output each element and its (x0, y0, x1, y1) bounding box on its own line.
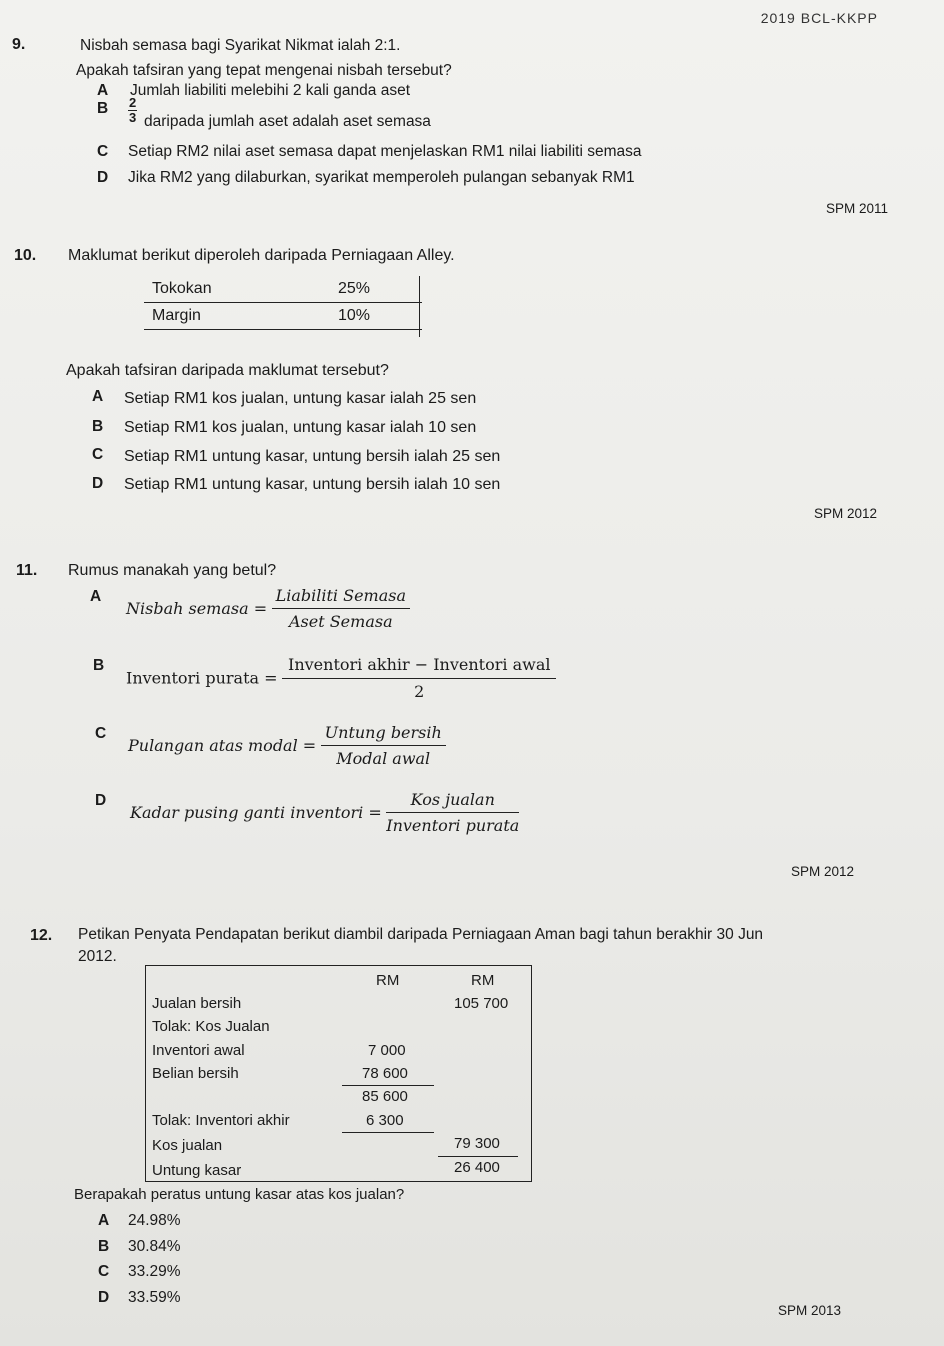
q11-option-c-num: Untung bersih (321, 723, 446, 746)
q10-table-right-border (419, 276, 420, 337)
q12-option-a-letter[interactable]: A (98, 1212, 110, 1229)
q12-row-col1: 85 600 (362, 1088, 408, 1105)
q12-row-label: Tolak: Inventori akhir (152, 1112, 290, 1129)
q9-number: 9. (12, 36, 26, 53)
q12-source: SPM 2013 (778, 1303, 842, 1318)
q12-subtotal-rule (342, 1085, 434, 1086)
q11-stem: Rumus manakah yang betul? (68, 562, 277, 579)
q12-col1-header: RM (376, 972, 400, 989)
q10-option-b-text: Setiap RM1 kos jualan, untung kasar ialah 10 sen (124, 419, 477, 436)
q9-stem-line1: Nisbah semasa bagi Syarikat Nikmat ialah 2:1. (80, 37, 401, 54)
q9-option-c-text: Setiap RM2 nilai aset semasa dapat menjelaskan RM1 nilai liabiliti semasa (128, 143, 642, 160)
q10-question: Apakah tafsiran daripada maklumat tersebut? (66, 362, 389, 379)
q12-col2-header: RM (471, 972, 495, 989)
q11-option-d-formula (130, 790, 519, 835)
q12-row-col2: 26 400 (454, 1159, 500, 1176)
q11-option-b-den: 2 (414, 682, 425, 701)
q11-option-a-letter[interactable]: A (90, 588, 102, 605)
q11-option-a-formula (126, 586, 410, 631)
q9-option-b-letter[interactable]: B (97, 100, 109, 117)
q9-option-c-letter[interactable]: C (97, 143, 109, 160)
q10-row2-value: 10% (330, 303, 422, 330)
q10-info-table (144, 276, 422, 330)
q9-option-b-text: daripada jumlah aset adalah aset semasa (144, 113, 431, 130)
q11-option-c-lhs: Pulangan atas modal = (128, 736, 317, 755)
q12-stem-line1: Petikan Penyata Pendapatan berikut diambil daripada Perniagaan Aman bagi tahun berakhir 30 Jun (78, 926, 764, 943)
q12-row-col2: 105 700 (454, 995, 509, 1012)
q10-stem: Maklumat berikut diperoleh daripada Perniagaan Alley. (68, 247, 455, 264)
q12-option-d-letter[interactable]: D (98, 1289, 110, 1306)
q12-row-label: Kos jualan (152, 1137, 223, 1154)
q11-option-b-lhs: Inventori purata = (126, 668, 278, 688)
q12-number: 12. (30, 927, 53, 944)
q9-stem-line2: Apakah tafsiran yang tepat mengenai nisbah tersebut? (76, 62, 452, 79)
q11-option-d-letter[interactable]: D (95, 792, 107, 809)
q11-option-a-den: Aset Semasa (288, 612, 393, 631)
q11-option-c-den: Modal awal (336, 749, 431, 768)
q12-row-label: Belian bersih (152, 1065, 239, 1082)
q10-option-d-letter[interactable]: D (92, 475, 104, 492)
q12-inventory-rule (342, 1132, 434, 1133)
q12-row-label: Inventori awal (152, 1042, 245, 1059)
q12-option-b-text: 30.84% (128, 1238, 181, 1255)
q11-option-a-num: Liabiliti Semasa (272, 586, 410, 609)
q10-row1-label: Tokokan (144, 276, 330, 303)
q12-row-label: Jualan bersih (152, 995, 242, 1012)
q12-option-d-text: 33.59% (128, 1289, 181, 1306)
q12-income-statement (145, 965, 532, 1182)
q9-option-a-letter[interactable]: A (97, 82, 109, 99)
table-row (144, 276, 422, 303)
q12-option-a-text: 24.98% (128, 1212, 181, 1229)
q10-option-a-letter[interactable]: A (92, 388, 104, 405)
q12-option-b-letter[interactable]: B (98, 1238, 110, 1255)
q9-option-b-fraction (128, 96, 137, 125)
q12-row-col1: 6 300 (366, 1112, 404, 1129)
q11-option-b-num: Inventori akhir − Inventori awal (282, 655, 556, 679)
q12-row-col2: 79 300 (454, 1135, 500, 1152)
q11-option-b-formula (126, 655, 556, 701)
q10-option-d-text: Setiap RM1 untung kasar, untung bersih ialah 10 sen (124, 476, 501, 493)
q12-row-col1: 78 600 (362, 1065, 408, 1082)
q12-row-label: Tolak: Kos Jualan (152, 1018, 270, 1035)
q10-option-b-letter[interactable]: B (92, 418, 104, 435)
q10-option-c-letter[interactable]: C (92, 446, 104, 463)
document-code: 2019 BCL-KKPP (760, 10, 878, 26)
q11-option-c-formula (128, 723, 446, 768)
q12-row-label: Untung kasar (152, 1162, 242, 1179)
q9-source: SPM 2011 (826, 201, 889, 216)
q11-source: SPM 2012 (791, 864, 855, 879)
q11-option-b-letter[interactable]: B (93, 657, 105, 674)
q11-option-d-lhs: Kadar pusing ganti inventori = (130, 803, 382, 822)
q10-source: SPM 2012 (814, 506, 878, 521)
q9-option-d-text: Jika RM2 yang dilaburkan, syarikat memperoleh pulangan sebanyak RM1 (128, 169, 635, 186)
q9-option-d-letter[interactable]: D (97, 169, 109, 186)
q10-row2-label: Margin (144, 303, 330, 330)
q12-option-c-letter[interactable]: C (98, 1263, 110, 1280)
q11-option-c-letter[interactable]: C (95, 725, 107, 742)
q9-option-a-text: Jumlah liabiliti melebihi 2 kali ganda aset (130, 82, 411, 99)
q11-option-d-num: Kos jualan (386, 790, 519, 813)
q12-question: Berapakah peratus untung kasar atas kos jualan? (74, 1186, 405, 1203)
q12-stem-line2: 2012. (78, 948, 117, 965)
q9-option-b-frac-den: 3 (129, 110, 137, 125)
q11-option-d-den: Inventori purata (386, 816, 520, 835)
q11-number: 11. (16, 562, 38, 579)
q9-option-b-frac-num: 2 (129, 95, 137, 110)
q11-option-a-lhs: Nisbah semasa = (126, 599, 268, 618)
q10-option-c-text: Setiap RM1 untung kasar, untung bersih ialah 25 sen (124, 448, 501, 465)
q12-cos-rule (438, 1156, 518, 1157)
q12-option-c-text: 33.29% (128, 1263, 181, 1280)
q10-row1-value: 25% (330, 276, 422, 303)
q12-row-col1: 7 000 (368, 1042, 406, 1059)
q10-number: 10. (14, 247, 37, 264)
table-row (144, 303, 422, 330)
q10-option-a-text: Setiap RM1 kos jualan, untung kasar ialah 25 sen (124, 390, 477, 407)
